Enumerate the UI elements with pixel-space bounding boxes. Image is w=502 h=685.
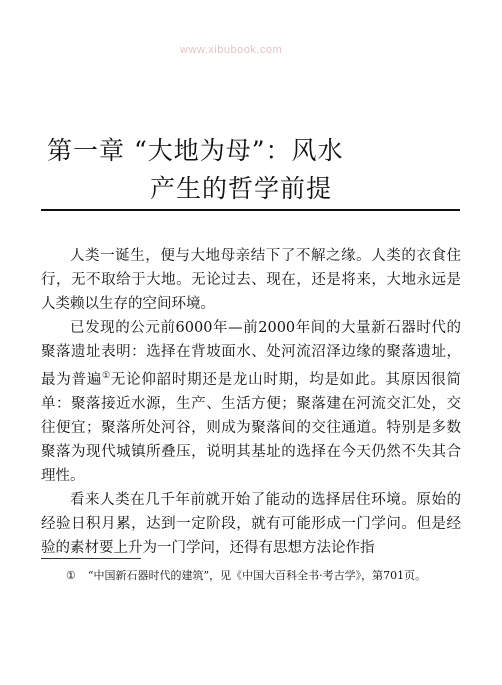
paragraph: 人类一诞生，便与大地母亲结下了不解之缘。人类的衣食住行，无不取给于大地。无论过去、现在，还是将来，大地永远是人类赖以生存的空间环境。 — [41, 248, 461, 312]
paragraph: 看来人类在几千年前就开始了能动的选择居住环境。原始的经验日积月累，达到一定阶段，就有可能形成一门学问。但是经验的素材要上升为一门学问，还得有思想方法论作指 — [41, 491, 461, 556]
footnote — [66, 567, 426, 583]
title-divider — [41, 209, 460, 211]
paragraph-text: 已发现的公元前6000年—前2000年间的大量新石器时代的聚落遗址表明：选择在背坡面水、处河流沼泽边缘的聚落遗址，最为普遍 — [41, 320, 461, 388]
body-text — [41, 244, 461, 560]
chapter-title-line2: 产生的哲学前提 — [150, 174, 333, 203]
chapter-title-line1: 第一章 “大地为母”：风水 — [47, 136, 344, 165]
footnote-divider — [41, 558, 141, 559]
paragraph — [41, 316, 461, 488]
footnote-text: “中国新石器时代的建筑”，见《中国大百科全书·考古学》，第701页。 — [87, 569, 427, 582]
footnote-reference[interactable]: ① — [102, 371, 111, 381]
footnote-mark: ① — [66, 569, 76, 582]
paragraph-text: 无论仰韶时期还是龙山时期，均是如此。其原因很简单：聚落接近水源，生产、生活方便；聚落建在河流交汇处，交往便宜；聚落所处河谷，则成为聚落间的交往通道。特别是多数聚落为现代城镇所叠压，说明其基址的选择在今天仍然不失其合理性。 — [41, 371, 461, 484]
watermark: www.xibubook.com — [180, 44, 283, 56]
